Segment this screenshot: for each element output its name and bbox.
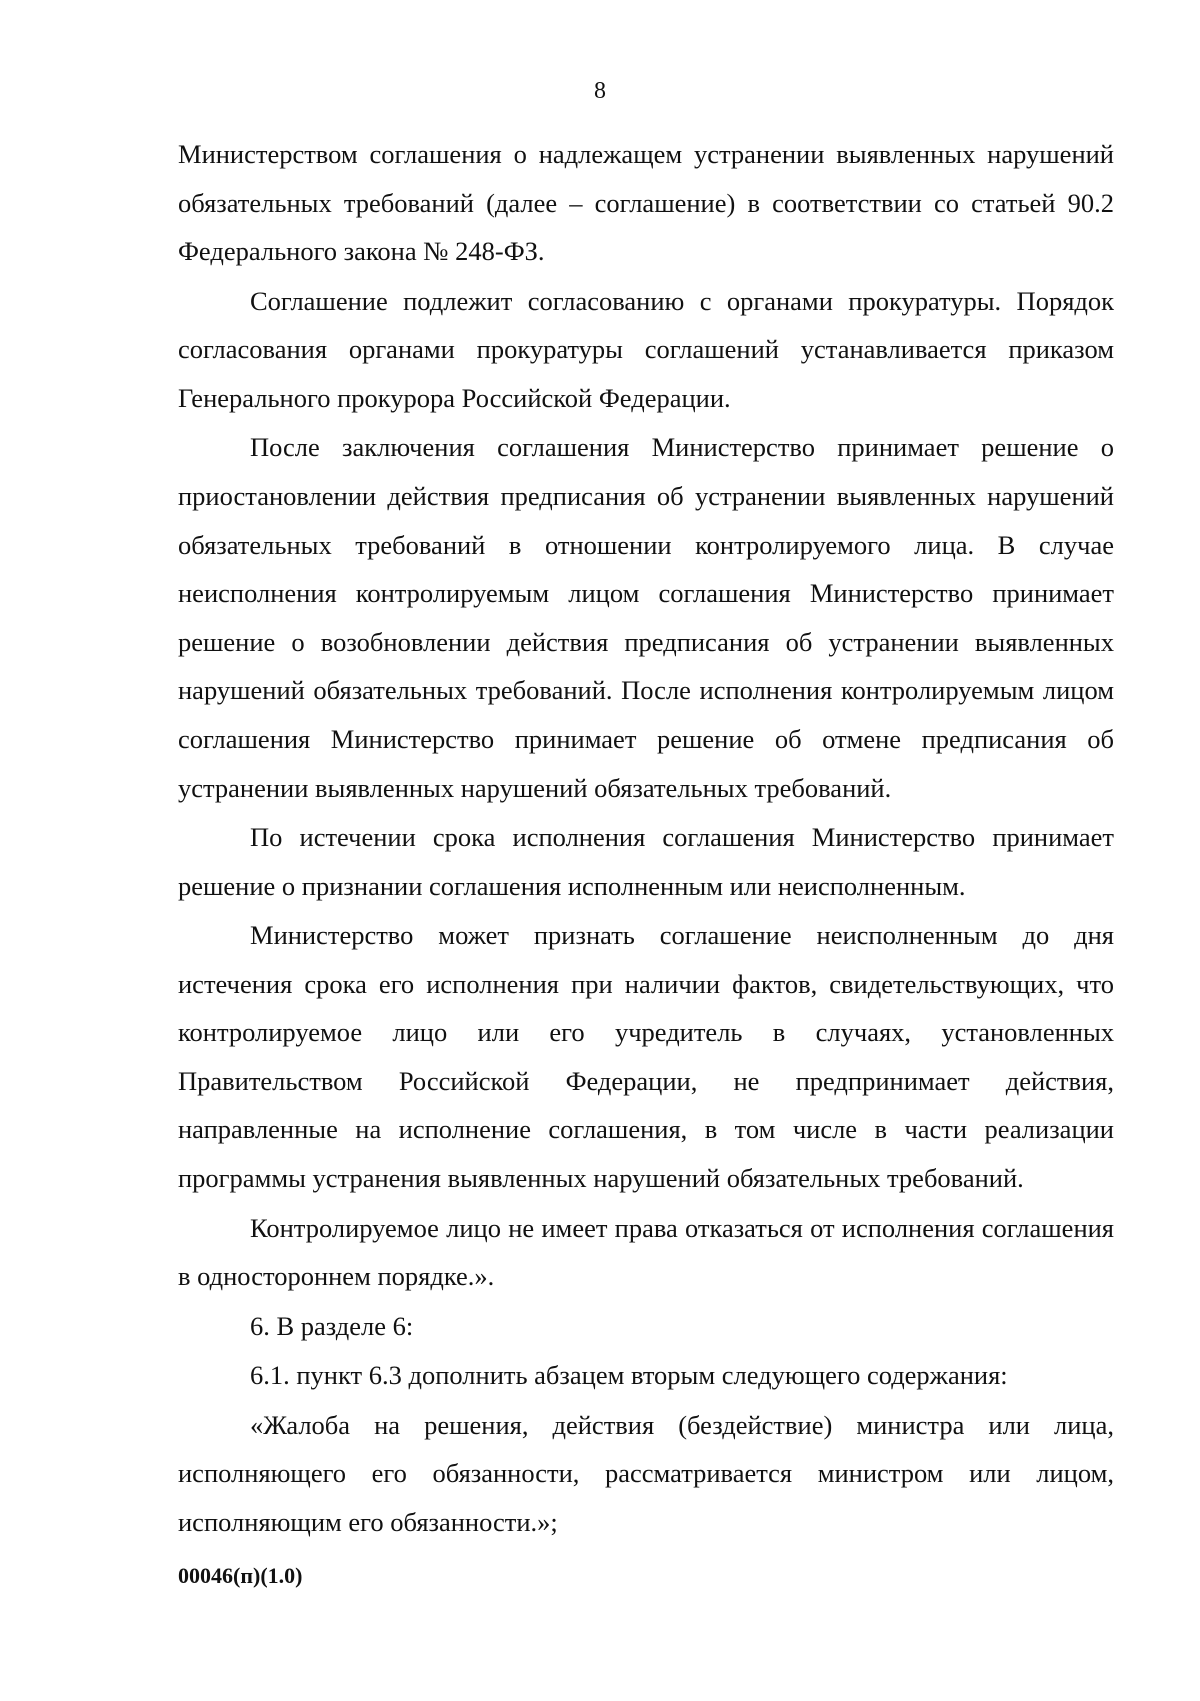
paragraph-prosecutor-approval: Соглашение подлежит согласованию с органами прокуратуры. Порядок согласования органами прокуратуры соглашений устанавливается приказом Генерального прокурора Российской Федерации. xyxy=(178,285,1114,413)
paragraph-section-6-heading: 6. В разделе 6: xyxy=(250,1310,414,1341)
paragraph-suspension-of-order: После заключения соглашения Министерство принимает решение о приостановлении действия предписания об устранении выявленных нарушений обязательных требований в отношении контролируемого лица. В случае неисполнения контролируемым лицом соглашения Министерство принимает решение о возобновлении действия предписания об устранении выявленных нарушений обязательных требований. После исполнения контролируемым лицом соглашения Министерство принимает решение об отмене предписания об устранении выявленных нарушений обязательных требований. xyxy=(178,432,1114,803)
document-body xyxy=(178,130,1114,1546)
paragraph-continuation: Министерством соглашения о надлежащем устранении выявленных нарушений обязательных требований (далее – соглашение) в соответствии со статьей 90.2 Федерального закона № 248-ФЗ. xyxy=(178,139,1114,267)
paragraph-expiry-recognition: По истечении срока исполнения соглашения Министерство принимает решение о признании соглашения исполненным или неисполненным. xyxy=(178,821,1114,901)
paragraph-item-6-1: 6.1. пункт 6.3 дополнить абзацем вторым следующего содержания: xyxy=(250,1360,1008,1391)
paragraph-no-unilateral-refusal: Контролируемое лицо не имеет права отказаться от исполнения соглашения в одностороннем порядке.». xyxy=(178,1212,1114,1292)
document-code: 00046(п)(1.0) xyxy=(178,1563,303,1588)
paragraph-early-non-fulfillment: Министерство может признать соглашение неисполненным до дня истечения срока его исполнения при наличии фактов, свидетельствующих, что контролируемое лицо или его учредитель в случаях, установленных Правительством Российской Федерации, не предпринимает действия, направленные на исполнение соглашения, в том числе в части реализации программы устранения выявленных нарушений обязательных требований. xyxy=(178,920,1114,1194)
paragraph-complaint-text: «Жалоба на решения, действия (бездействие) министра или лица, исполняющего его обязанности, рассматривается министром или лицом, исполняющим его обязанности.»; xyxy=(178,1409,1114,1537)
page-number: 8 xyxy=(594,78,606,104)
